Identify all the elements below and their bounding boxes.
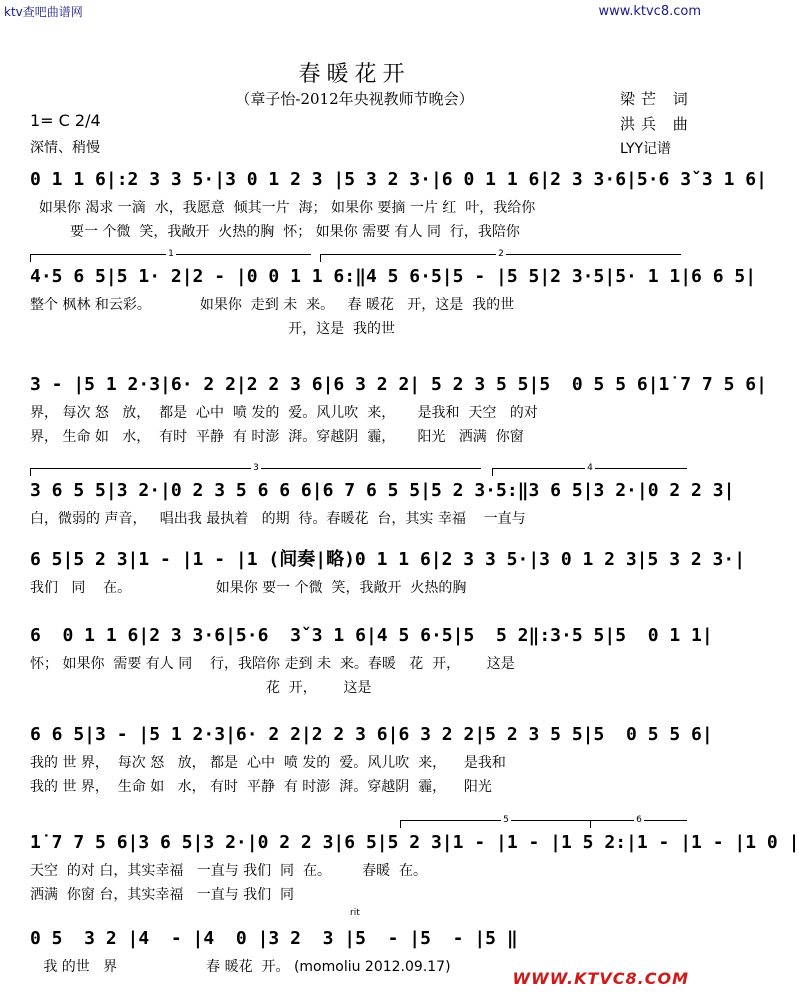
lyric-line: 要一 个微 笑，我敞开 火热的胸 怀； 如果你 需要 有人 同 行，我陪你 — [30, 224, 520, 240]
notation-line: 0 5 3 2 |4 - |4 0 |3 2 3 |5 - |5 - |5 ‖ — [30, 928, 518, 949]
watermark-top-left: ktv查吧曲谱网 — [4, 5, 83, 19]
lyric-line: 我的 世 界， 生命 如 水， 有时 平静 有 时澎 湃。穿越阴 霾， 阳光 — [30, 779, 492, 795]
lyric-line: 开，这是 我的世 — [30, 321, 396, 337]
volta-bracket — [590, 815, 687, 828]
lyric-line: 我的 世 界， 每次 怒 放， 都是 心中 喷 发的 爱。风儿吹 来， 是我和 — [30, 755, 506, 771]
volta-label: 2 — [498, 249, 504, 259]
notation-line: 3 - |5 1 2·3|6· 2 2|2 2 3 6|6 3 2 2| 5 2 3 5 5|5 0 5 5 6|1̇ 7 7 5 6| — [30, 374, 767, 395]
lyric-line: 怀； 如果你 需要 有人 同 行，我陪你 走到 未 来。春暖 花 开， 这是 — [30, 656, 515, 672]
notation-line: 0 1 1 6|:2 3 3 5·|3 0 1 2 3 |5 3 2 3·|6 0 1 1 6|2 3 3·6|5·6 3ˇ3 1 6| — [30, 169, 767, 190]
volta-bracket — [492, 463, 687, 476]
notation-line: 4·5 6 5|5 1· 2|2 - |0 0 1 1 6:‖4 5 6·5|5 - |5 5|2 3·5|5· 1 1|6 6 5| — [30, 266, 757, 287]
volta-label: 3 — [253, 463, 259, 473]
volta-bracket — [400, 815, 611, 828]
volta-label: 5 — [503, 815, 509, 825]
volta-label: 4 — [587, 463, 593, 473]
lyricist-credit: 梁芒 词 — [620, 90, 694, 108]
tempo-marking: 深情、稍慢 — [30, 140, 100, 156]
lyric-line: 白，微弱的 声音， 唱出我 最执着 的期 待。春暖花 台，其实 幸福 一直与 — [30, 511, 526, 527]
song-title: 春暖花开 — [298, 62, 411, 87]
lyric-line: 我 的世 界 春 暖花 开。 (momoliu 2012.09.17) — [30, 959, 451, 975]
notation-line: 3 6 5 5|3 2·|0 2 3 5 6 6 6|6 7 6 5 5|5 2 3·5:‖3 6 5|3 2·|0 2 2 3| — [30, 480, 735, 501]
volta-bracket — [30, 249, 311, 262]
lyric-line: 天空 的对 白，其实幸福 一直与 我们 同 在。 春暖 在。 — [30, 863, 428, 879]
watermark-bottom-right: WWW.KTVC8.COM — [512, 969, 689, 988]
notation-line: 6 0 1 1 6|2 3 3·6|5·6 3ˇ3 1 6|4 5 6·5|5 5 2‖:3·5 5|5 0 1 1| — [30, 625, 713, 646]
rit-marking: rit — [350, 908, 360, 918]
lyric-line: 洒满 你窗 台，其实幸福 一直与 我们 同 — [30, 887, 295, 903]
notation-line: 1̇ 7 7 5 6|3 6 5|3 2·|0 2 2 3|6 5|5 2 3|1 - |1 - |1 5 2:|1 - |1 - |1 0 | — [30, 832, 799, 853]
watermark-top-right: www.ktvc8.com — [598, 4, 701, 19]
lyric-line: 整个 枫林 和云彩。 如果你 走到 未 来。 春 暖花 开，这是 我的世 — [30, 297, 515, 313]
volta-label: 6 — [636, 815, 642, 825]
volta-label: 1 — [168, 249, 174, 259]
notation-line: 6 5|5 2 3|1 - |1 - |1 (间奏|略)0 1 1 6|2 3 3 5·|3 0 1 2 3|5 3 2 3·| — [30, 549, 746, 570]
lyric-line: 我们 同 在。 如果你 要一 个微 笑，我敞开 火热的胸 — [30, 580, 467, 596]
lyric-line: 界， 生命 如 水， 有时 平静 有 时澎 湃。穿越阴 霾， 阳光 洒满 你窗 — [30, 429, 524, 445]
song-subtitle: （章子怡-2012年央视教师节晚会） — [235, 90, 474, 108]
notation-line: 6 6 5|3 - |5 1 2·3|6· 2 2|2 2 3 6|6 3 2 2|5 2 3 5 5|5 0 5 5 6| — [30, 724, 713, 745]
lyric-line: 界， 每次 怒 放， 都是 心中 喷 发的 爱。风儿吹 来， 是我和 天空 的对 — [30, 405, 538, 421]
lyric-line: 花 开， 这是 — [30, 680, 372, 696]
volta-bracket — [30, 463, 481, 476]
lyric-line: 如果你 渴求 一滴 水，我愿意 倾其一片 海； 如果你 要摘 一片 红 叶，我给你 — [30, 200, 536, 216]
volta-bracket — [320, 249, 681, 262]
composer-credit: 洪兵 曲 — [620, 115, 694, 133]
transcriber-credit: LYY记谱 — [620, 141, 672, 157]
key-signature: 1= C 2/4 — [30, 111, 101, 130]
